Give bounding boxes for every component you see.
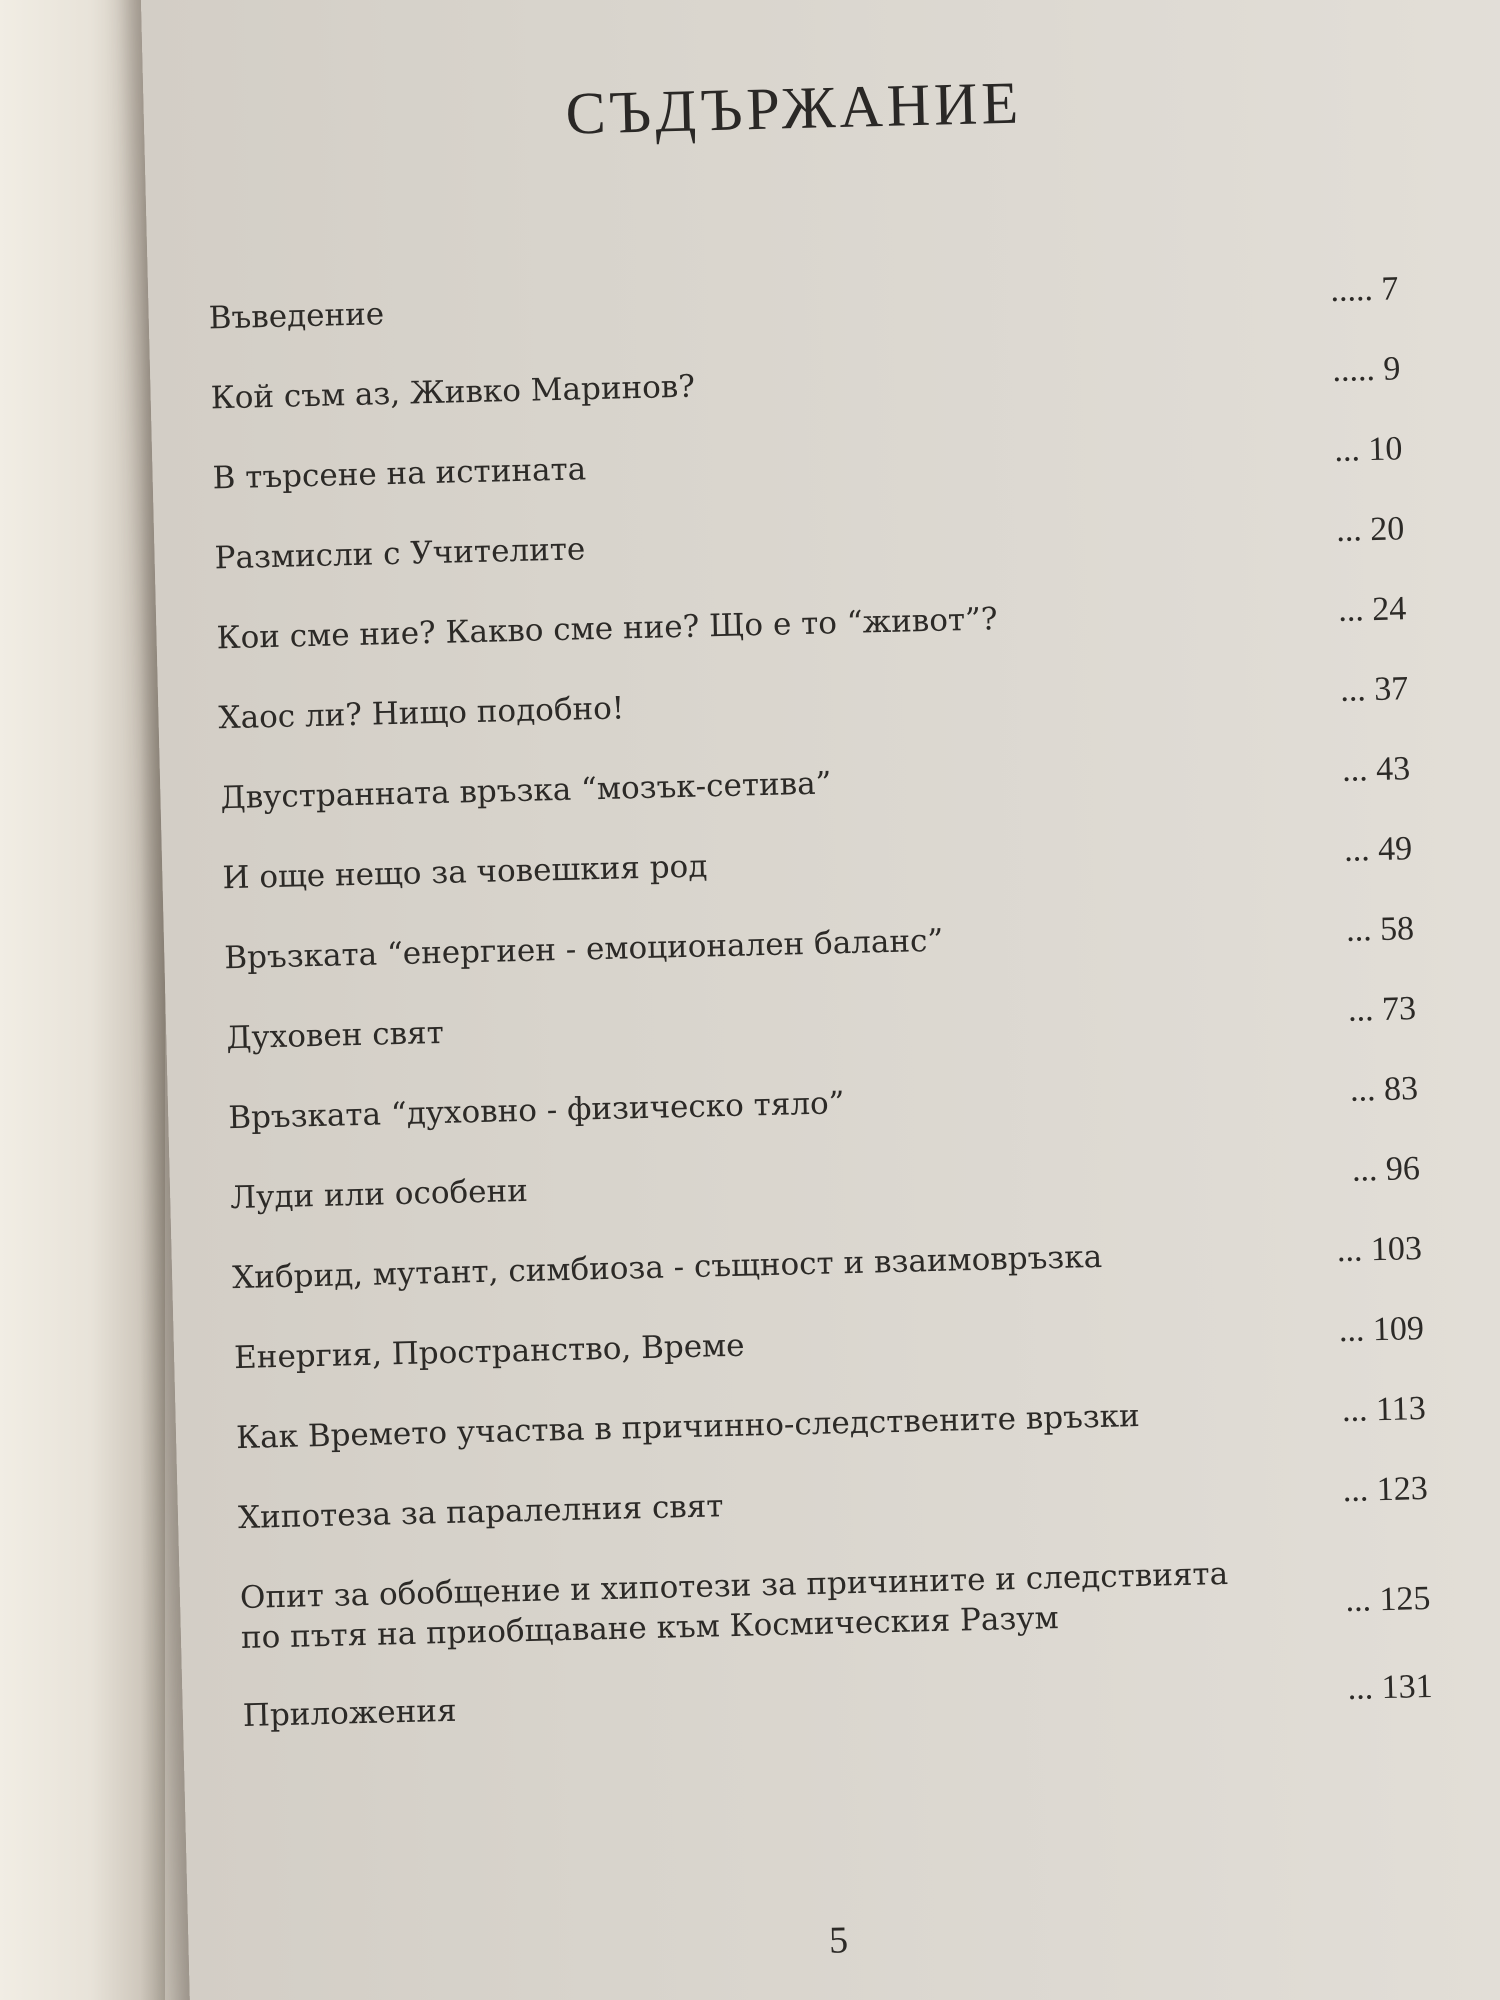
toc-entry-title: Хаос ли? Нищо подобно! [218, 690, 625, 737]
toc-entry-page: ... 103 [1336, 1230, 1423, 1270]
toc-entry-page: ... 96 [1351, 1150, 1421, 1189]
toc-entry-page: ..... 9 [1331, 350, 1401, 389]
table-of-contents [208, 269, 1434, 1776]
toc-entry-title: И още нещо за човешкия род [222, 848, 708, 897]
facing-page-edge [0, 0, 165, 2000]
toc-entry-page: ... 123 [1342, 1469, 1429, 1510]
toc-entry-page: ... 83 [1349, 1070, 1419, 1109]
toc-entry-title: Енергия, Пространство, Време [233, 1327, 745, 1377]
toc-entry-page: ... 20 [1335, 510, 1405, 549]
toc-entry-page: ... 109 [1338, 1310, 1425, 1350]
toc-entry-title: Духовен свят [225, 1014, 445, 1057]
toc-entry-title: Връзката “духовно - физическо тяло” [227, 1085, 845, 1137]
toc-entry-title: Как Времето участва в причинно-следствените връзки [235, 1398, 1141, 1457]
toc-entry-title: Размисли с Учителите [214, 531, 586, 577]
page-title: СЪДЪРЖАНИЕ [564, 69, 1023, 147]
toc-entry-page: ... 131 [1347, 1667, 1434, 1708]
toc-entry-title: Луди или особени [229, 1172, 529, 1217]
toc-entry-title: Връзката “енергиен - емоционален баланс” [223, 922, 944, 977]
toc-entry-page: ... 24 [1337, 590, 1407, 629]
toc-entry-page: ... 113 [1341, 1390, 1427, 1430]
toc-entry-page: ... 125 [1344, 1579, 1431, 1620]
toc-entry-page: ... 58 [1345, 910, 1415, 949]
toc-entry-title: В търсене на истината [212, 451, 587, 497]
book-page [140, 0, 1500, 2000]
toc-entry-page: ... 73 [1347, 990, 1417, 1029]
toc-entry-page: ... 43 [1341, 750, 1411, 789]
toc-entry-page: ... 37 [1339, 670, 1409, 709]
toc-entry-title: Кои сме ние? Какво сме ние? Що е то “живот”? [216, 601, 998, 657]
toc-entry-title: Опит за обобщение и хипотези за причините и следствията по пътя на приобщаване към Космическия Разум [239, 1555, 1229, 1657]
toc-entry-title: Двустранната връзка “мозък-сетива” [220, 765, 832, 817]
toc-entry-page: ... 49 [1343, 830, 1413, 869]
toc-entry-title: Хибрид, мутант, симбиоза - същност и взаимовръзка [231, 1238, 1103, 1297]
toc-entry-title: Приложения [242, 1692, 457, 1735]
toc-entry-title: Въведение [208, 296, 385, 337]
toc-entry-page: ... 10 [1333, 430, 1403, 469]
toc-entry-title: Кой съм аз, Живко Маринов? [210, 368, 696, 417]
page-number: 5 [828, 1919, 849, 1962]
toc-entry-page: ..... 7 [1329, 270, 1399, 310]
toc-entry-title: Хипотеза за паралелния свят [237, 1488, 724, 1537]
